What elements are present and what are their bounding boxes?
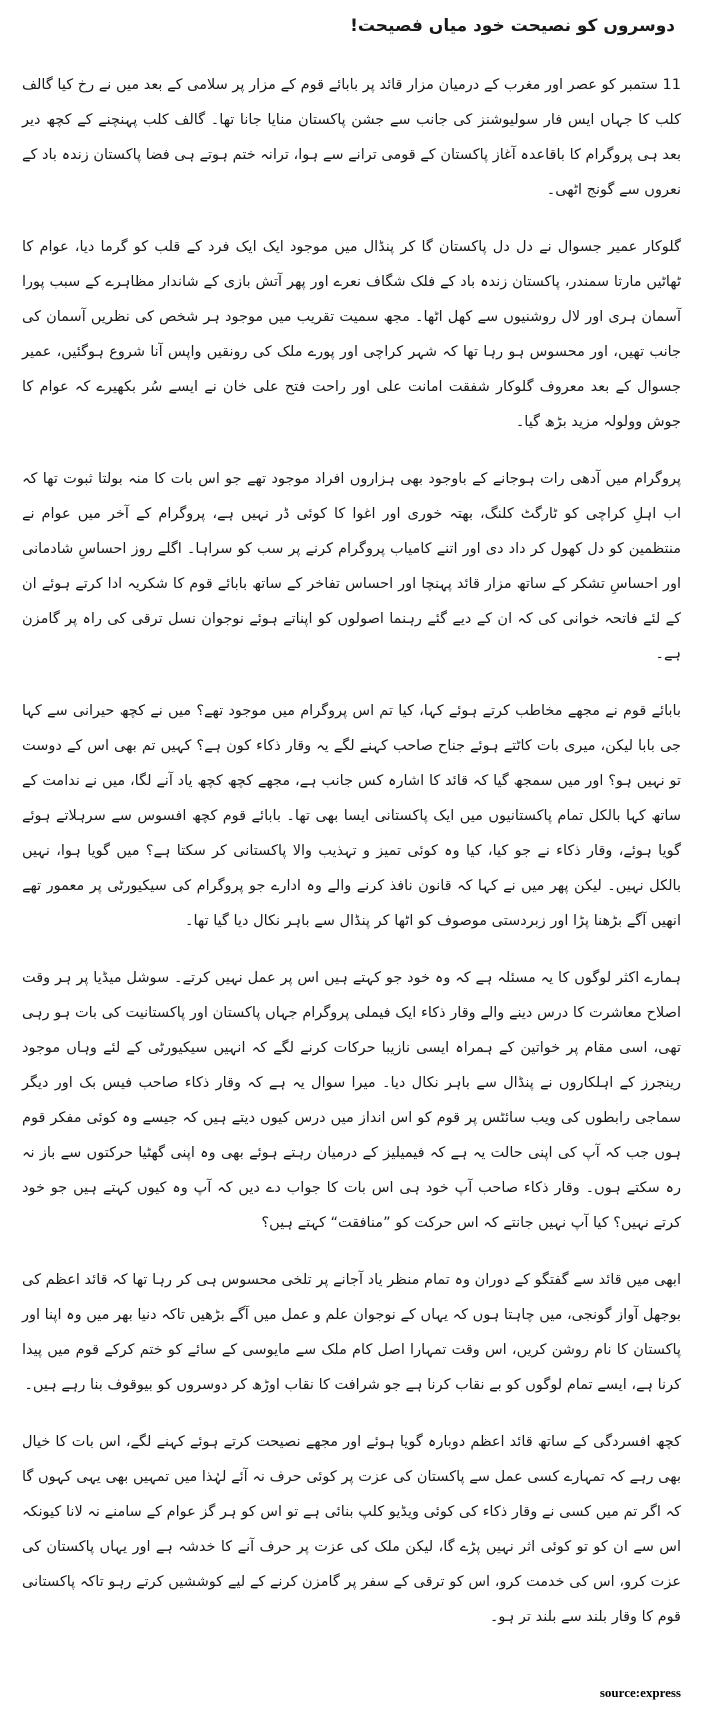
paragraph-6: ابھی میں قائد سے گفتگو کے دوران وہ تمام منظر یاد آجانے پر تلخی محسوس ہی کر رہا تھا کہ قائد اعظم کی بوجھل آواز گونجی، میں چاہتا ہوں کہ یہاں کے نوجوان علم و عمل میں آگے بڑھیں تاکہ دنیا بھر میں وہ اپنا اور پاکستان کا نام روشن کریں، اس وقت تمہارا اصل کام ملک سے مایوسی کے سائے کو ختم کرکے قوم میں پیدا کرنا ہے، ایسے تمام لوگوں کو بے نقاب کرنا ہے جو شرافت کا نقاب اوڑھ کر دوسروں کو بیوقوف بنا رہے ہیں۔ — [22, 1272, 681, 1393]
article-title: دوسروں کو نصیحت خود میاں فصیحت! — [350, 16, 675, 36]
paragraph-2: گلوکار عمیر جسوال نے دل دل پاکستان گا کر پنڈال میں موجود ایک ایک فرد کے قلب کو گرما دیا، عوام کا ٹھاٹیں مارتا سمندر، پاکستان زندہ باد کے فلک شگاف نعرے اور پھر آتش بازی کے شاندار مظاہرے کے سبب پورا آسمان ہری اور لال روشنیوں سے کھل اٹھا۔ مجھ سمیت تقریب میں موجود ہر شخص کی نظریں آسمان کی جانب تھیں، اور محسوس ہو رہا تھا کہ شہر کراچی اور پورے ملک کی رونقیں واپس آنا شروع ہوگئیں، عمیر جسوال کے بعد معروف گلوکار شفقت امانت علی اور راحت فتح علی خان نے ایسے سُر بکھیرے کہ عوام کا جوش وولولہ مزید بڑھ گیا۔ — [22, 239, 681, 430]
paragraph-4: بابائے قوم نے مجھے مخاطب کرتے ہوئے کہا، کیا تم اس پروگرام میں موجود تھے؟ میں نے کچھ حیرانی سے کہا جی بابا لیکن، میری بات کاٹتے ہوئے جناح صاحب کہنے لگے یہ وقار ذکاء کون ہے؟ کہیں تم بھی اس کے دوست تو نہیں ہو؟ اور میں سمجھ گیا کہ قائد کا اشارہ کس جانب ہے، مجھے کچھ کچھ یاد آنے لگا، میں نے ندامت کے ساتھ کہا بالکل تمام پاکستانیوں میں ایک پاکستانی ایسا بھی تھا۔ بابائے قوم کچھ افسوس سے سرہلاتے ہوئے گویا ہوئے، وقار ذکاء نے جو کیا، کیا وہ کوئی تمیز و تہذیب والا پاکستانی کر سکتا ہے؟ میں گویا ہوا، نہیں بالکل نہیں۔ لیکن پھر میں نے کہا کہ قانون نافذ کرنے والے وہ ادارے جو پروگرام کی سیکیورٹی پر معمور تھے انھیں آگے بڑھنا پڑا اور زبردستی موصوف کو اٹھا کر پنڈال سے باہر نکال دیا گیا تھا۔ — [22, 703, 681, 929]
source-credit: source:express — [599, 1685, 681, 1700]
paragraph-3: پروگرام میں آدھی رات ہوجانے کے باوجود بھی ہزاروں افراد موجود تھے جو اس بات کا منہ بولتا ثبوت تھا کہ اب اہلِ کراچی کو ٹارگٹ کلنگ، بھتہ خوری اور اغوا کا کوئی ڈر نہیں ہے، پروگرام کے آخر میں عوام نے منتظمین کو دل کھول کر داد دی اور اتنے کامیاب پروگرام کرنے پر سب کو سراہا۔ اگلے روز احساسِ شادمانی اور احساسِ تشکر کے ساتھ مزار قائد پہنچا اور احساس تفاخر کے ساتھ بابائے قوم کا شکریہ ادا کرتے ہوئے ان کے لئے فاتحہ خوانی کی کہ ان کے دیے گئے رہنما اصولوں کو اپناتے ہوئے نوجوان نسل ترقی کی راہ پر گامزن ہے۔ — [22, 471, 681, 662]
paragraph-1: 11 ستمبر کو عصر اور مغرب کے درمیان مزار قائد پر بابائے قوم کے مزار پر سلامی کے بعد میں نے رخ کیا گالف کلب کا جہاں ایس فار سولیوشنز کی جانب سے جشن پاکستان منایا جانا تھا۔ گالف کلب پہنچنے کے کچھ دیر بعد ہی پروگرام کا باقاعدہ آغاز پاکستان کے قومی ترانے سے ہوا، ترانہ ختم ہوتے ہی فضا پاکستان زندہ باد کے نعروں سے گونج اٹھی۔ — [22, 77, 681, 198]
paragraph-7: کچھ افسردگی کے ساتھ قائد اعظم دوبارہ گویا ہوئے اور مجھے نصیحت کرتے ہوئے کہنے لگے، اس بات کا خیال بھی رہے کہ تمہارے کسی عمل سے پاکستان کی عزت پر کوئی حرف نہ آئے لہٰذا میں تمہیں بھی یہی کہوں گا کہ اگر تم میں کسی نے وقار ذکاء کی کوئی ویڈیو کلپ بنائی ہے تو اس کو ہر گز عوام کے سامنے نہ لانا کیونکہ اس سے ان کو تو کوئی اثر نہیں پڑے گا، لیکن ملک کی عزت پر حرف آنے کا خدشہ ہے اور یہاں پاکستان کی عزت کرو، اس کی خدمت کرو، اس کو ترقی کے سفر پر گامزن کرنے کے لیے کوششیں کرتے رہو تاکہ پاکستانی قوم کا وقار بلند سے بلند تر ہو۔ — [22, 1434, 681, 1625]
paragraph-5: ہمارے اکثر لوگوں کا یہ مسئلہ ہے کہ وہ خود جو کہتے ہیں اس پر عمل نہیں کرتے۔ سوشل میڈیا پر ہر وقت اصلاح معاشرت کا درس دینے والے وقار ذکاء ایک فیملی پروگرام جہاں پاکستان اور پاکستانیت کی بات ہو رہی تھی، اسی مقام پر خواتین کے ہمراہ ایسی نازیبا حرکات کرنے لگے کہ انہیں سیکیورٹی کے لئے وہاں موجود رینجرز کے اہلکاروں نے پنڈال سے باہر نکال دیا۔ میرا سوال یہ ہے کہ وقار ذکاء صاحب فیس بک اور دیگر سماجی رابطوں کی ویب سائٹس پر قوم کو اس انداز میں درس کیوں دیتے ہیں کہ جیسے وہ کوئی مفکر قوم ہوں جب کہ آپ کی اپنی حالت یہ ہے کہ فیمیلیز کے درمیان رہتے ہوئے بھی وہ اپنی گھٹیا حرکتوں سے باز نہ رہ سکتے ہوں۔ وقار ذکاء صاحب آپ خود ہی اس بات کا جواب دے دیں کہ آپ وہ کیوں کہتے ہیں جو خود کرتے نہیں؟ کیا آپ نہیں جانتے کہ اس حرکت کو ”منافقت“ کہتے ہیں؟ — [22, 970, 681, 1231]
